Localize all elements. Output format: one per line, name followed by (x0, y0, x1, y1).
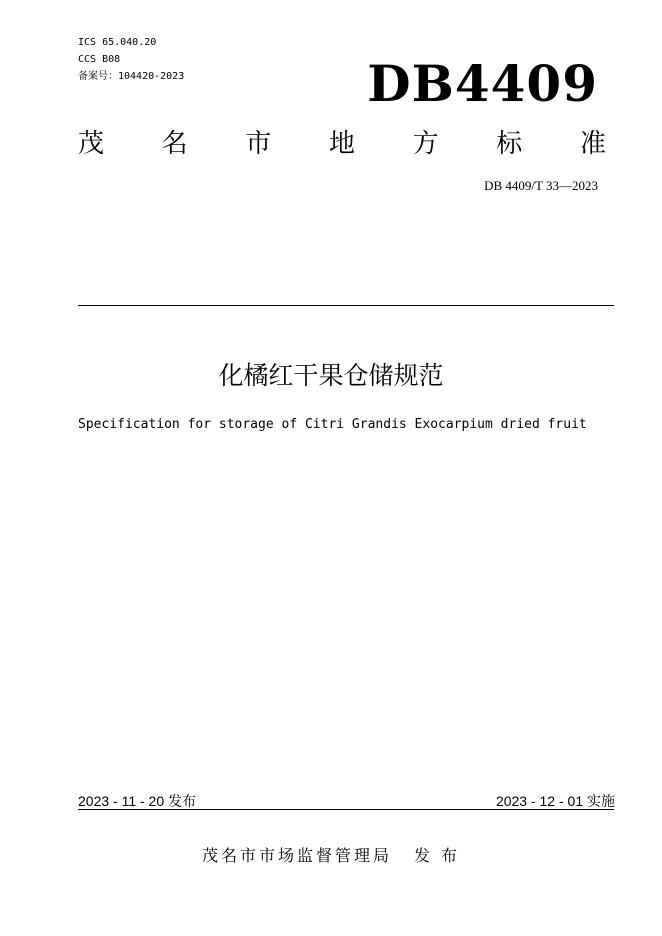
standard-type-char: 地 (328, 129, 355, 159)
standard-type-char: 市 (245, 129, 272, 159)
bottom-divider (78, 809, 614, 810)
title-chinese: 化橘红干果仓储规范 (218, 361, 444, 390)
title-english: Specification for storage of Citri Grandis Exocarpium dried fruit (78, 417, 587, 432)
standard-code: DB4409 (367, 54, 598, 113)
standard-type-char: 茂 (78, 129, 105, 159)
issuer-action: 发 布 (413, 846, 461, 865)
top-divider (78, 305, 614, 306)
record-number: 备案号：104420-2023 (78, 71, 185, 82)
ccs-code: CCS B08 (78, 54, 121, 65)
standard-type-char: 方 (412, 129, 439, 159)
implementation-date: 2023 - 12 - 01 实施 (495, 793, 615, 809)
issuer (0, 845, 662, 867)
ics-code: ICS 65.040.20 (78, 37, 157, 48)
standard-type-char: 标 (496, 129, 523, 159)
issuer-name: 茂名市市场监督管理局 (201, 846, 392, 865)
standard-type (78, 127, 606, 161)
standard-number: DB 4409/T 33—2023 (484, 178, 598, 193)
standard-type-char: 准 (579, 129, 606, 159)
issue-date: 2023 - 11 - 20 发布 (78, 793, 197, 809)
standard-type-char: 名 (161, 129, 188, 159)
